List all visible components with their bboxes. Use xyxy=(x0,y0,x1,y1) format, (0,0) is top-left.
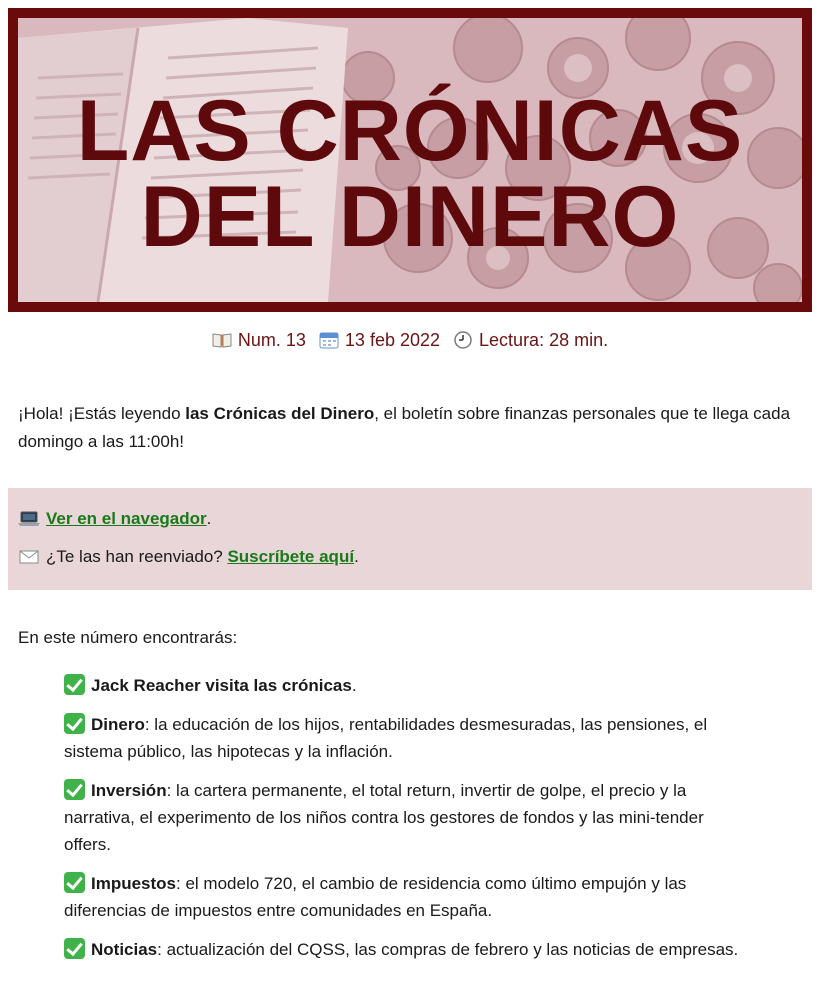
calendar-icon xyxy=(319,331,339,349)
item-title: Impuestos xyxy=(91,874,177,893)
intro-paragraph xyxy=(18,400,798,456)
banner-image xyxy=(18,18,802,302)
issue-meta xyxy=(0,328,820,352)
intro-text-start: ¡Hola! ¡Estás leyendo xyxy=(18,404,186,423)
list-item xyxy=(64,936,754,963)
item-text: : la educación de los hijos, rentabilidades desmesuradas, las pensiones, el sistema público, las hipotecas y la inflación. xyxy=(64,715,708,761)
subscribe-line xyxy=(18,538,802,576)
issue-date xyxy=(319,328,440,352)
list-item xyxy=(64,711,754,765)
item-title: Jack Reacher visita las crónicas xyxy=(91,676,352,695)
index-heading: En este número encontrarás: xyxy=(18,628,238,647)
open-book-icon xyxy=(212,331,232,349)
check-mark-icon xyxy=(64,779,85,800)
intro-bold-name: las Crónicas del Dinero xyxy=(185,404,375,423)
forward-question: ¿Te las han reenviado? xyxy=(46,547,228,566)
envelope-icon xyxy=(18,549,40,565)
intro-text-end: , el boletín sobre finanzas personales que te llega cada domingo a las 11:00h! xyxy=(18,404,791,451)
browser-link-suffix: . xyxy=(206,509,212,528)
item-text: : el modelo 720, el cambio de residencia como último empujón y las diferencias de impuestos entre comunidades en España. xyxy=(64,874,687,920)
list-item xyxy=(64,870,754,924)
view-in-browser-link[interactable]: Ver en el navegador xyxy=(46,509,207,528)
check-mark-icon xyxy=(64,938,85,959)
item-text: . xyxy=(351,676,357,695)
links-box xyxy=(8,488,812,590)
list-item xyxy=(64,777,754,858)
list-item xyxy=(64,672,754,699)
title-line-1: LAS CRÓNICAS xyxy=(76,83,744,179)
item-text: : la cartera permanente, el total return, invertir de golpe, el precio y la narrativa, el experimento de los niños contra los gestores de fondos y las mini-tender offers. xyxy=(64,781,704,854)
check-mark-icon xyxy=(64,713,85,734)
check-mark-icon xyxy=(64,674,85,695)
clock-icon xyxy=(453,331,473,349)
header-banner xyxy=(8,8,812,312)
title-line-2: DEL DINERO xyxy=(140,169,680,265)
issue-number xyxy=(212,328,306,352)
subscribe-suffix: . xyxy=(354,547,359,566)
check-mark-icon xyxy=(64,872,85,893)
issue-number-text: Num. 13 xyxy=(237,330,306,350)
item-title: Dinero xyxy=(91,715,145,734)
item-title: Inversión xyxy=(91,781,167,800)
subscribe-link[interactable]: Suscríbete aquí xyxy=(227,547,355,566)
issue-date-text: 13 feb 2022 xyxy=(344,330,441,350)
index-list xyxy=(64,672,754,975)
item-title: Noticias xyxy=(91,940,158,959)
newsletter-title xyxy=(18,83,802,265)
laptop-icon xyxy=(18,511,40,527)
reading-time xyxy=(453,328,608,352)
item-text: : actualización del CQSS, las compras de febrero y las noticias de empresas. xyxy=(157,940,739,959)
browser-link-line xyxy=(18,500,802,538)
reading-time-text: Lectura: 28 min. xyxy=(479,330,609,350)
